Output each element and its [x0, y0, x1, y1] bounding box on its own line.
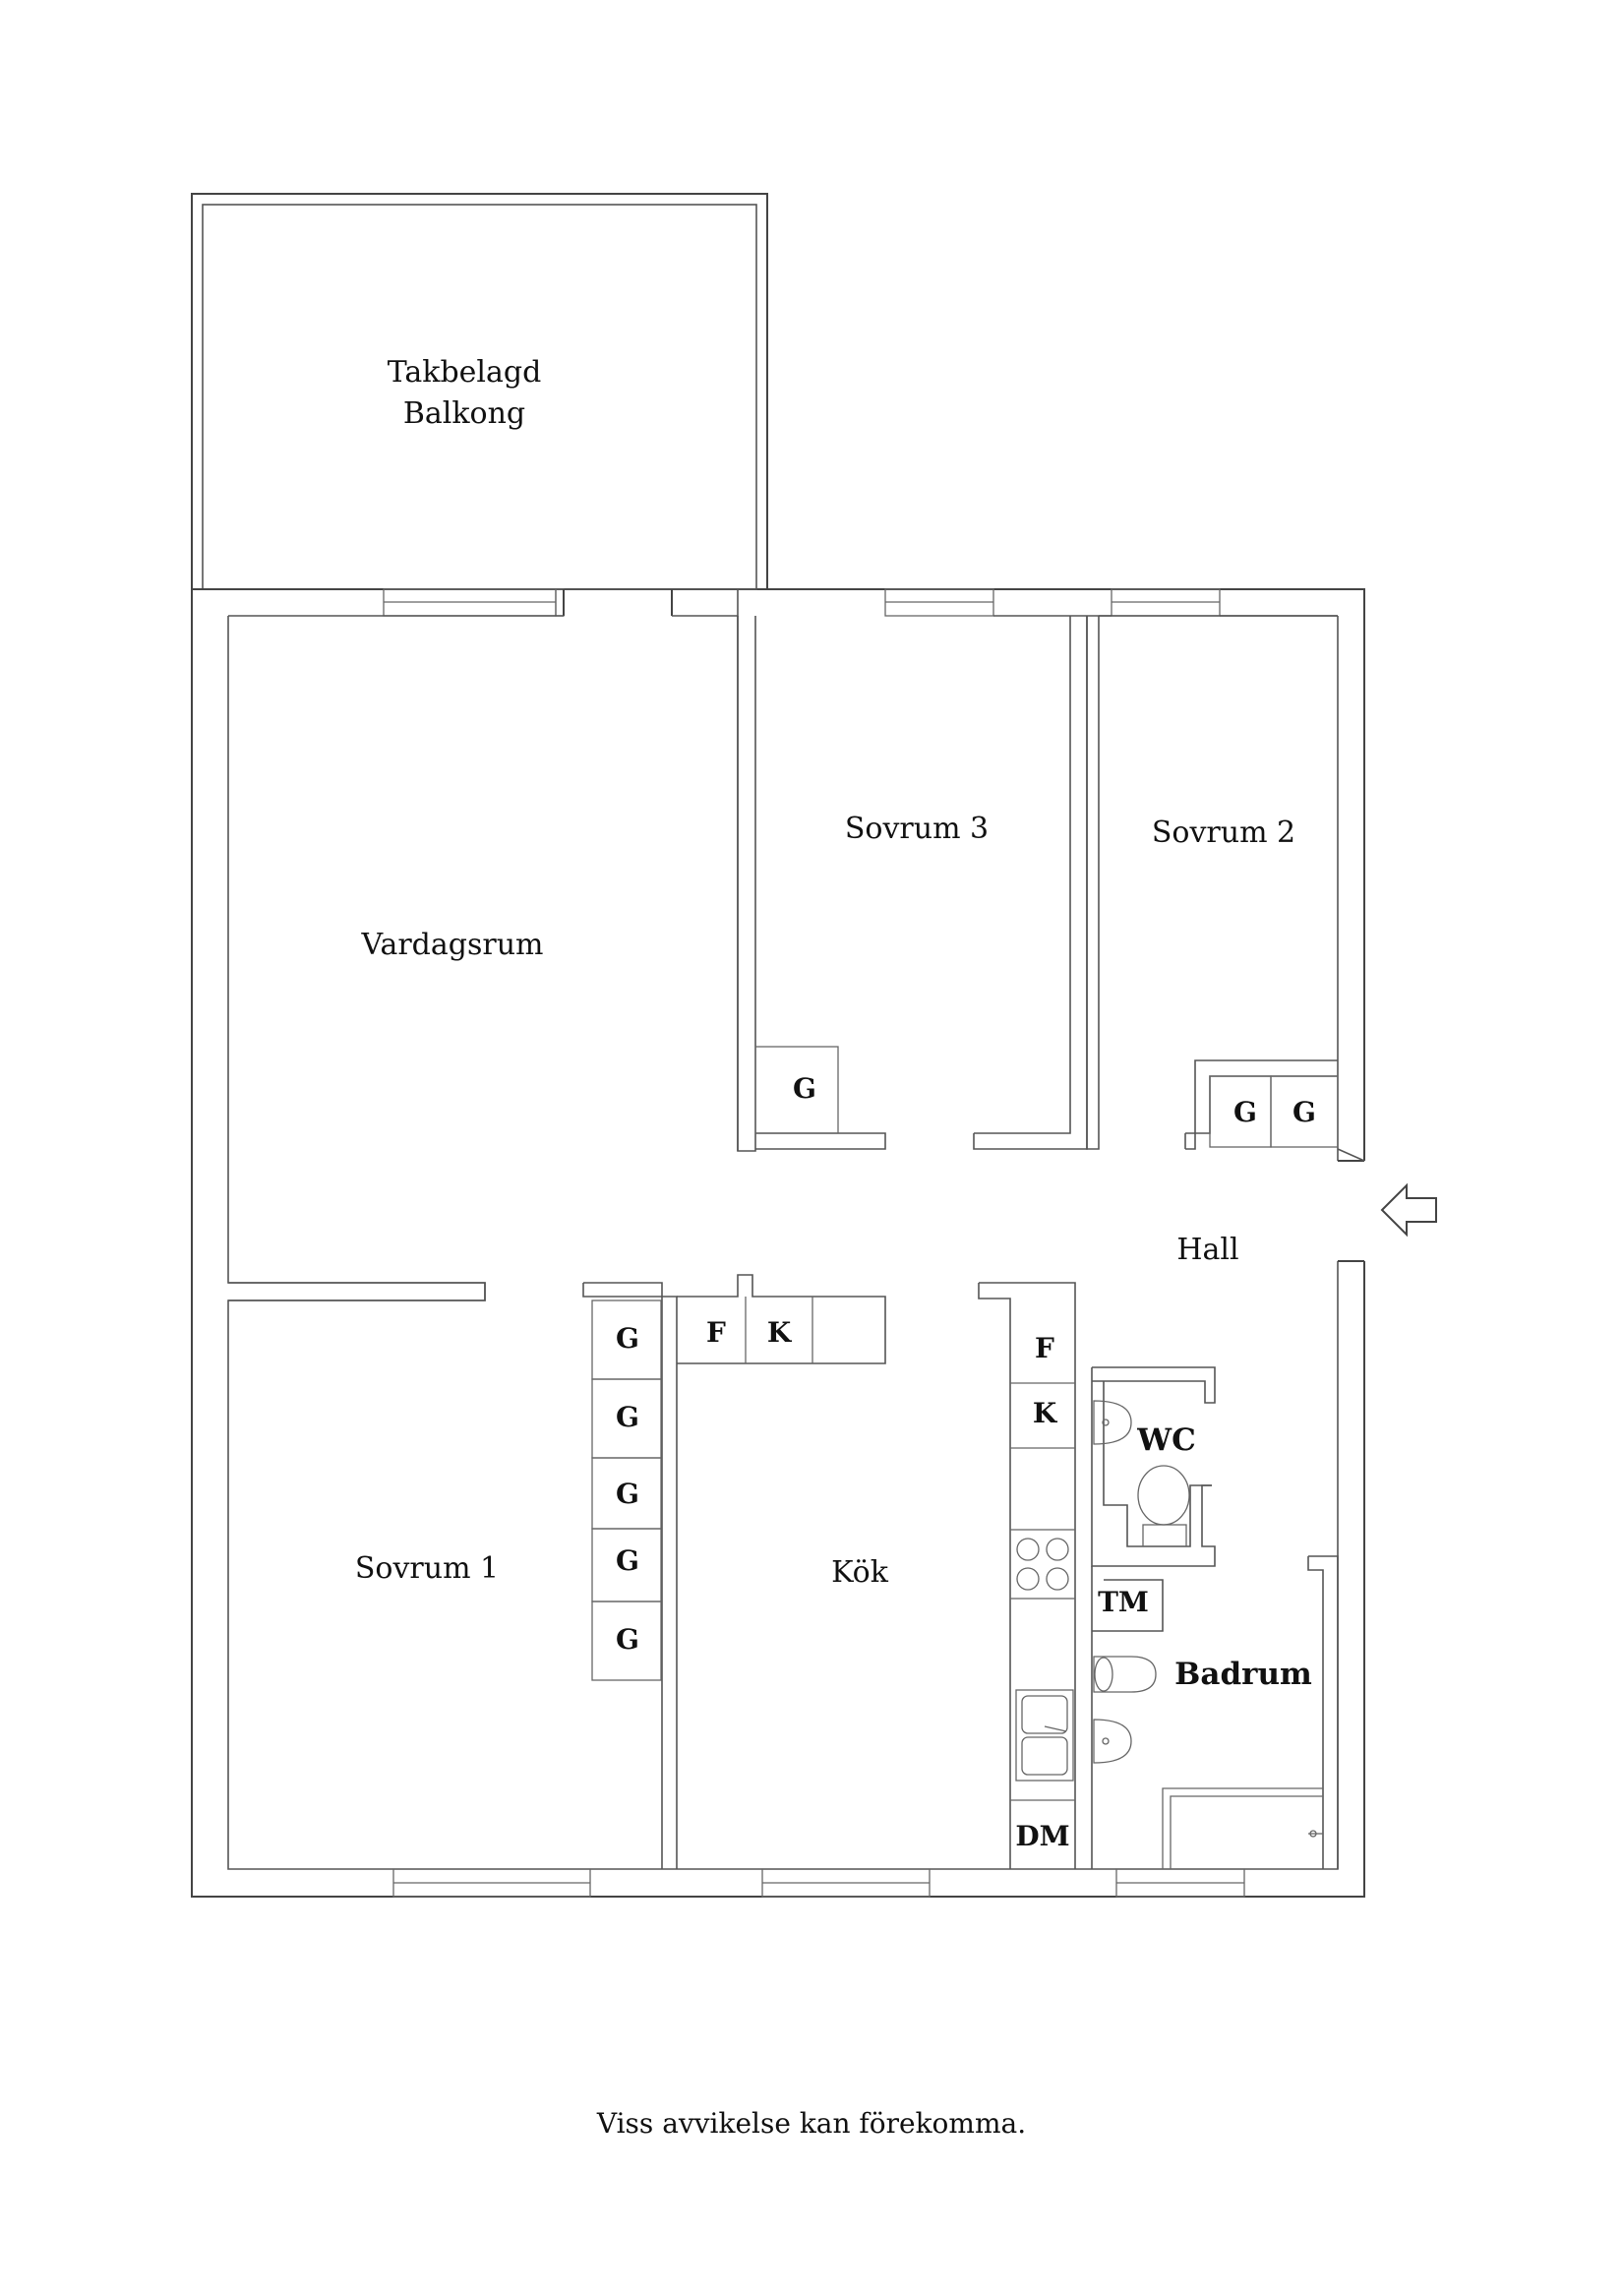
fridge-label: F	[1035, 1332, 1054, 1364]
balcony-label-line2: Balkong	[402, 396, 526, 431]
wardrobe-label: G	[793, 1072, 816, 1105]
balcony-walls	[192, 194, 767, 589]
windows-top	[228, 589, 1338, 616]
wardrobe-label: G	[616, 1401, 639, 1433]
wardrobe-label: G	[616, 1322, 639, 1355]
freezer-label: K	[766, 1316, 792, 1349]
dryer-label: TM	[1098, 1586, 1149, 1618]
wardrobe-label: G	[616, 1544, 639, 1577]
wardrobe-label: G	[616, 1623, 639, 1656]
living-room-label: Vardagsrum	[361, 928, 544, 962]
wc-walls	[1092, 1367, 1215, 1566]
hall-label: Hall	[1176, 1233, 1239, 1267]
fridge-label: F	[706, 1316, 726, 1349]
bedroom1-label: Sovrum 1	[354, 1551, 500, 1586]
entrance-arrow-icon	[1382, 1185, 1436, 1235]
bedroom3-label: Sovrum 3	[844, 812, 990, 846]
bedroom2-walls	[1087, 616, 1364, 1161]
wardrobe-label: G	[1292, 1096, 1316, 1128]
wardrobe-label: G	[616, 1478, 639, 1510]
windows-bottom	[393, 1869, 1244, 1897]
wc-label: WC	[1137, 1422, 1196, 1458]
freezer-label: K	[1032, 1397, 1057, 1429]
bedroom2-label: Sovrum 2	[1151, 816, 1296, 850]
balcony-label-line1: Takbelagd	[387, 355, 542, 390]
bedroom3-walls	[738, 616, 1087, 1151]
kitchen-label: Kök	[831, 1555, 888, 1590]
wardrobe-label: G	[1233, 1096, 1257, 1128]
entrance-door	[1338, 1161, 1364, 1261]
disclaimer-text: Viss avvikelse kan förekomma.	[596, 2107, 1027, 2140]
dishwasher-label: DM	[1015, 1820, 1070, 1852]
bathroom-label: Badrum	[1174, 1657, 1312, 1692]
